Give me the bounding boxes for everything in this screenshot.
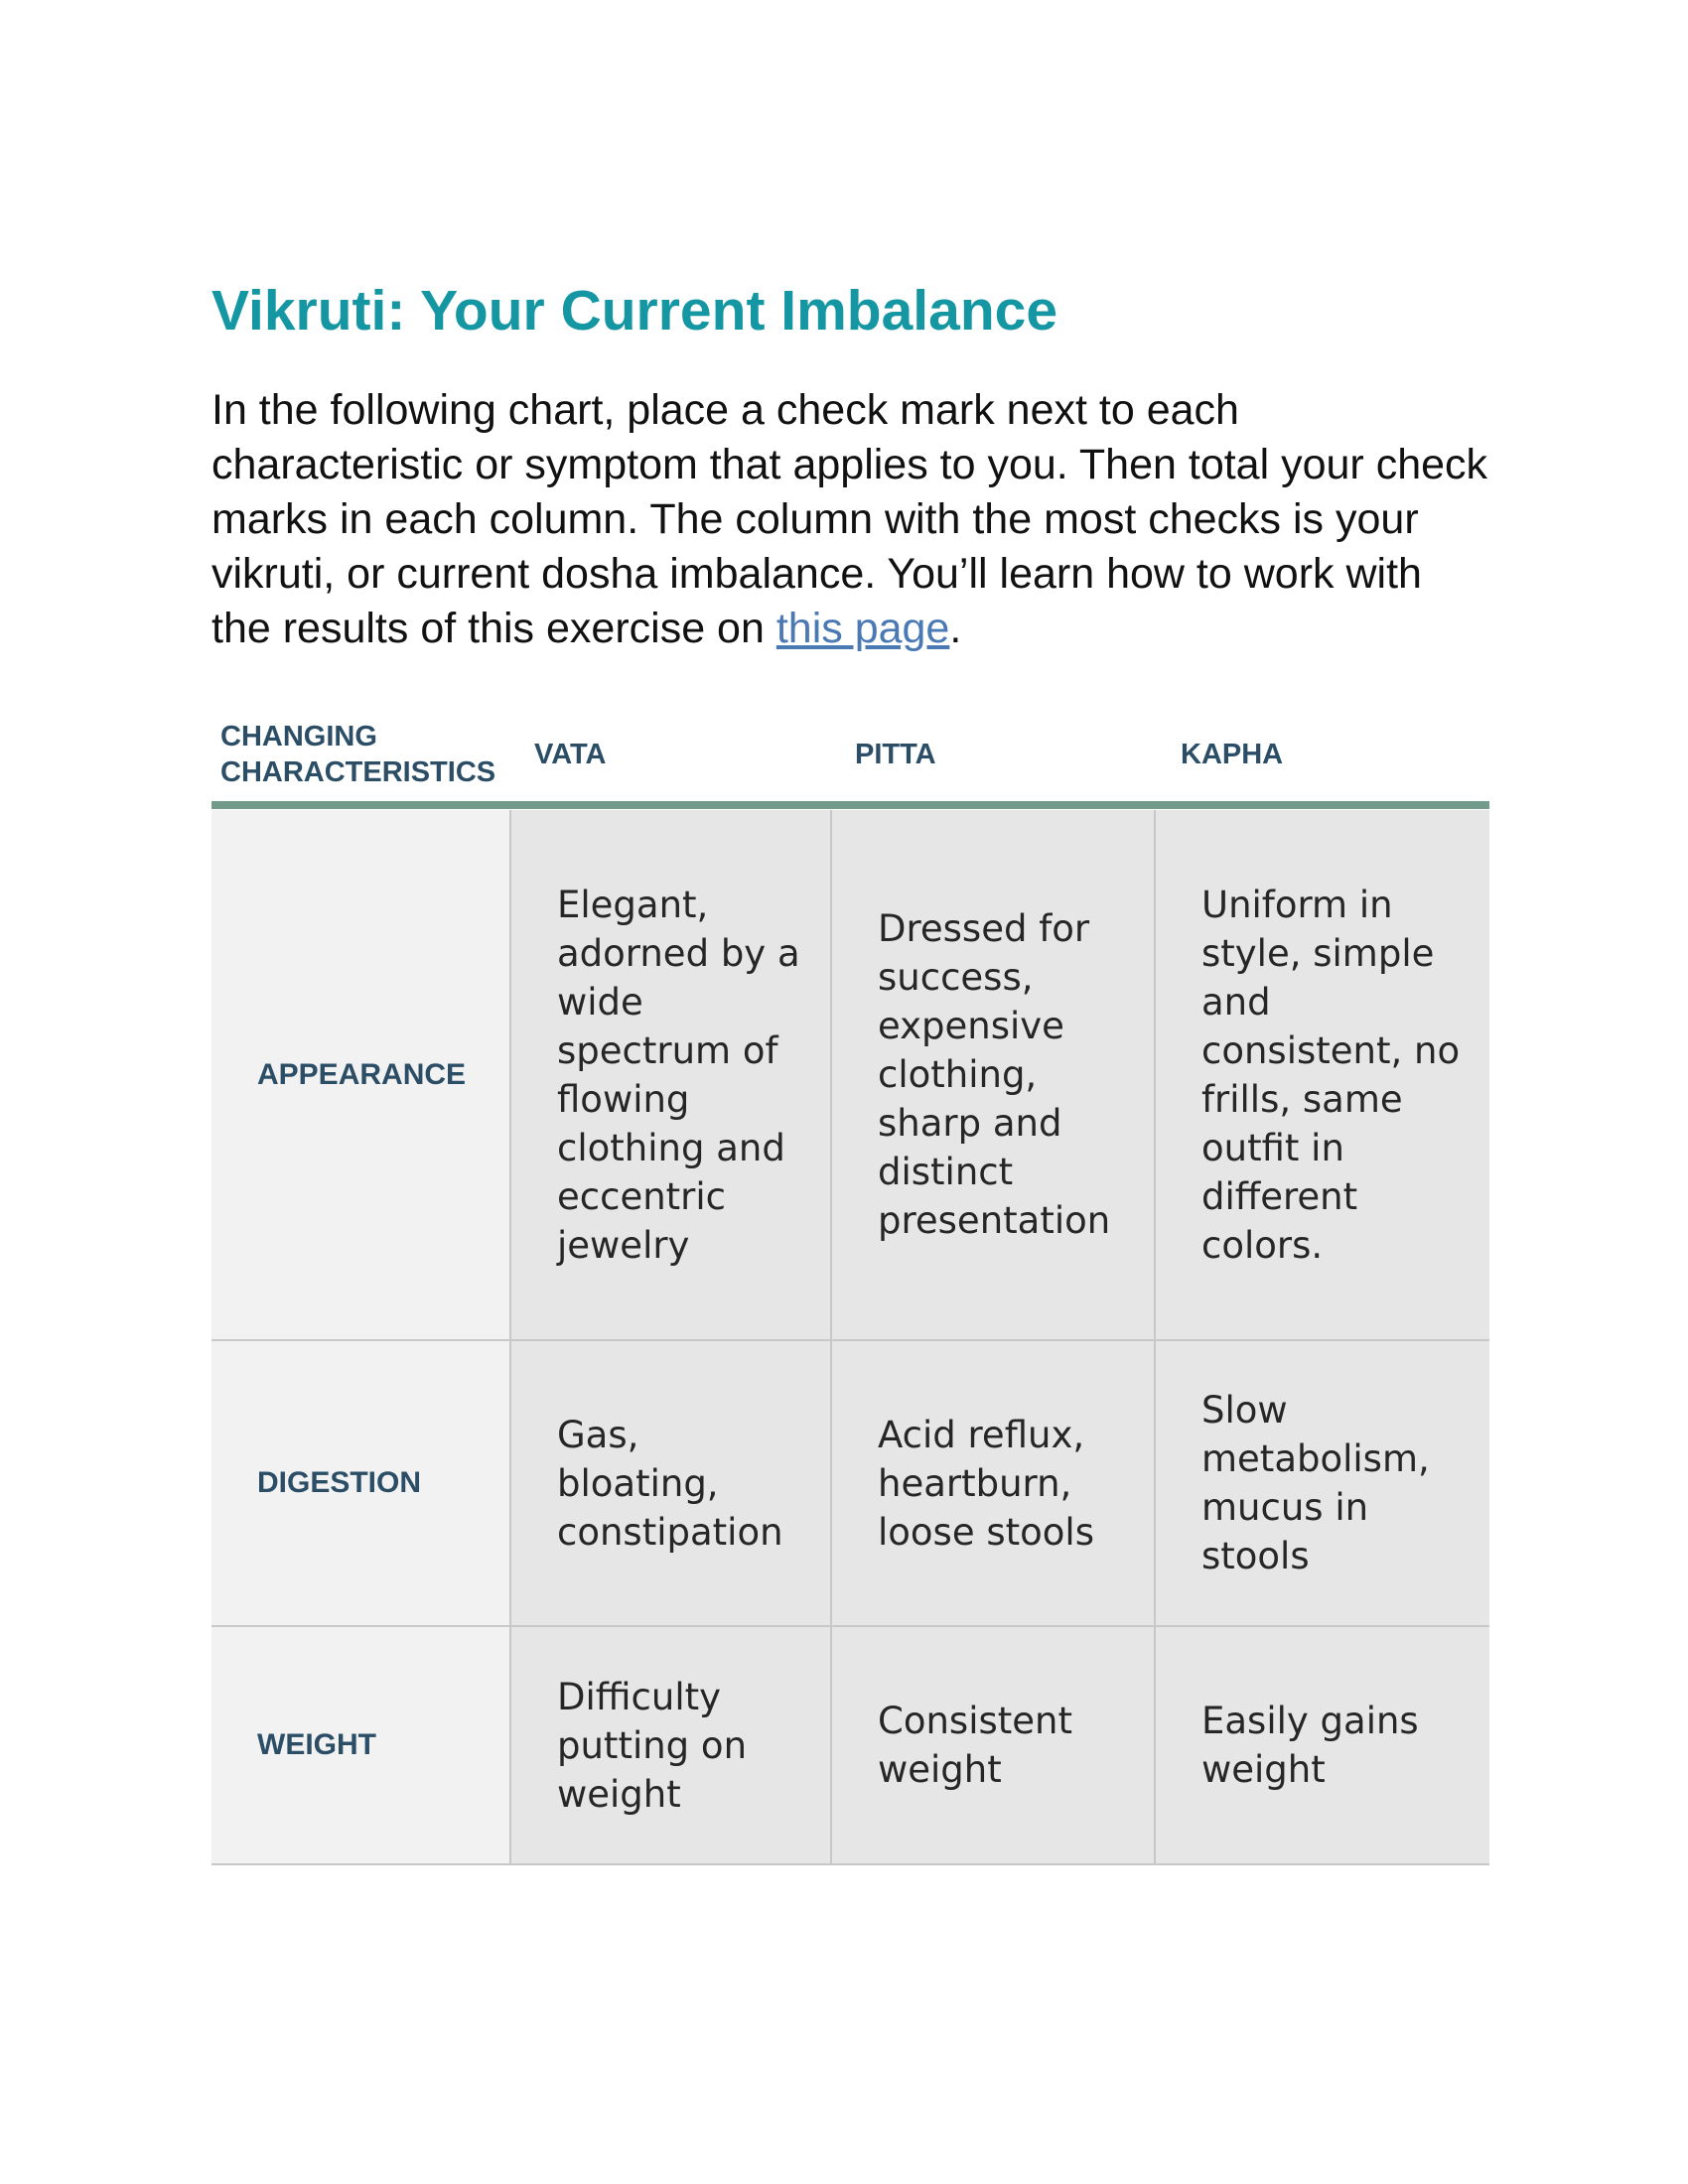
intro-paragraph — [211, 383, 1489, 656]
cell-weight-pitta: Consistent weight — [831, 1626, 1155, 1864]
row-label-digestion: DIGESTION — [211, 1340, 510, 1626]
table-row-appearance — [211, 810, 1489, 1340]
header-kapha: KAPHA — [1181, 739, 1284, 770]
cell-appearance-pitta: Dressed for success, expensive clothing, sharp and distinct presentation — [831, 810, 1155, 1340]
table-row-weight — [211, 1626, 1489, 1864]
header-vata: VATA — [534, 739, 607, 770]
cell-digestion-kapha: Slow metabolism, mucus in stools — [1155, 1340, 1489, 1626]
cell-digestion-vata: Gas, bloating, constipation — [510, 1340, 831, 1626]
row-label-appearance: APPEARANCE — [211, 810, 510, 1340]
cell-weight-vata: Difficulty putting on weight — [510, 1626, 831, 1864]
this-page-link[interactable]: this page — [775, 605, 950, 652]
header-changing-characteristics: CHANGING CHARACTERISTICS — [220, 721, 496, 788]
page-title: Vikruti: Your Current Imbalance — [211, 279, 1058, 342]
header-rule — [211, 801, 1489, 809]
header-pitta: PITTA — [855, 739, 936, 770]
table-row-digestion — [211, 1340, 1489, 1626]
intro-text: In the following chart, place a check mark next to each characteristic or symptom that applies to you. Then total your check marks in each column. The column with the most checks is your vikruti, or current dosha imbalance. You’ll learn how to work with the results of this exercise on — [211, 386, 1488, 652]
cell-digestion-pitta: Acid reflux, heartburn, loose stools — [831, 1340, 1155, 1626]
cell-appearance-kapha: Uniform in style, simple and consistent, no frills, same outfit in different colors. — [1155, 810, 1489, 1340]
cell-appearance-vata: Elegant, adorned by a wide spectrum of flowing clothing and eccentric jewelry — [510, 810, 831, 1340]
cell-weight-kapha: Easily gains weight — [1155, 1626, 1489, 1864]
row-label-weight: WEIGHT — [211, 1626, 510, 1864]
table-header-row — [211, 711, 1489, 810]
intro-period: . — [949, 605, 962, 652]
dosha-table — [211, 810, 1489, 1865]
